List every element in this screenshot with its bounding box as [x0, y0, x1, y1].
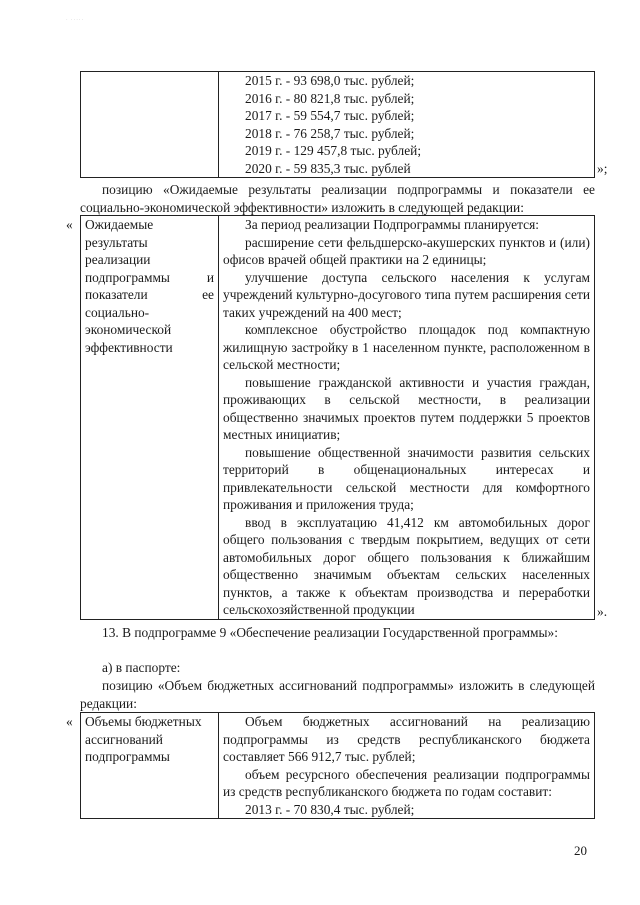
results-label: Ожидаемые результаты реализации подпрограммы и показатели ее социально-экономической эффективности [85, 217, 214, 355]
header-mark: · ····· [66, 18, 85, 23]
finance-line: 2017 г. - 59 554,7 тыс. рублей; [245, 108, 415, 123]
results-table [80, 215, 595, 620]
results-label-cell [81, 216, 219, 620]
close-quote-1: »; [597, 161, 608, 176]
section-13-paragraph: 13. В подпрограмме 9 «Обеспечение реализации Государственной программы»: [102, 625, 558, 640]
results-item: ввод в эксплуатацию 41,412 км автомобильных дорог общего пользования с твердым покрытием, ведущих от сети автомобильных дорог общего пользования к ближайшим общественно значимым объектам сельских населенных пунктов, а также к объектам производства и переработки сельскохозяйственной продукции [223, 514, 590, 617]
open-quote-1: « [66, 217, 73, 232]
budget-item: объем ресурсного обеспечения реализации подпрограммы из средств республиканского бюджета по годам составит: [223, 766, 590, 799]
open-quote-2: « [66, 714, 73, 729]
page-number: 20 [574, 843, 587, 858]
budget-label: Объемы бюджетных ассигнований подпрограммы [85, 714, 202, 764]
finance-line: 2015 г. - 93 698,0 тыс. рублей; [245, 73, 415, 88]
empty-label-cell [81, 72, 219, 178]
results-content-cell [219, 216, 595, 620]
results-item: повышение гражданской активности и участия граждан, проживающих в сельской местности, в реализации общественно значимых проектов путем поддержки 5 проектов местных инициатив; [223, 374, 590, 442]
finance-continuation-table [80, 71, 595, 178]
finance-line: 2020 г. - 59 835,3 тыс. рублей [245, 160, 411, 176]
budget-intro-paragraph: позицию «Объем бюджетных ассигнований подпрограммы» изложить в следующей редакции: [80, 678, 595, 711]
finance-line: 2016 г. - 80 821,8 тыс. рублей; [245, 90, 415, 106]
finance-years-cell [219, 72, 595, 178]
finance-line: 2018 г. - 76 258,7 тыс. рублей; [245, 125, 415, 141]
results-item: улучшение доступа сельского населения к услугам учреждений культурно-досугового типа путем расширения сети таких учреждений на 400 мест; [223, 269, 590, 320]
budget-table [80, 712, 595, 819]
budget-item: Объем бюджетных ассигнований на реализацию подпрограммы из средств республиканского бюджета составляет 566 912,7 тыс. рублей; [223, 714, 590, 764]
results-item: расширение сети фельдшерско-акушерских пунктов и (или) офисов врачей общей практики на 2 единицы; [223, 234, 590, 267]
results-item: комплексное обустройство площадок под компактную жилищную застройку в 1 населенном пункте, расположенном в сельской местности; [223, 322, 590, 372]
passport-paragraph: а) в паспорте: [102, 660, 181, 675]
results-item: За период реализации Подпрограммы планируется: [245, 217, 539, 232]
results-intro-paragraph: позицию «Ожидаемые результаты реализации подпрограммы и показатели ее социально-экономической эффективности» изложить в следующей редакции: [80, 182, 595, 215]
results-item: повышение общественной значимости развития сельских территорий в общенациональных интересах и привлекательности сельской местности для комфортного проживания и приложения труда; [223, 444, 590, 512]
budget-item: 2013 г. - 70 830,4 тыс. рублей; [245, 801, 415, 817]
finance-line: 2019 г. - 129 457,8 тыс. рублей; [245, 143, 422, 158]
budget-content-cell [219, 713, 595, 819]
close-quote-2: ». [597, 604, 608, 619]
budget-label-cell [81, 713, 219, 819]
